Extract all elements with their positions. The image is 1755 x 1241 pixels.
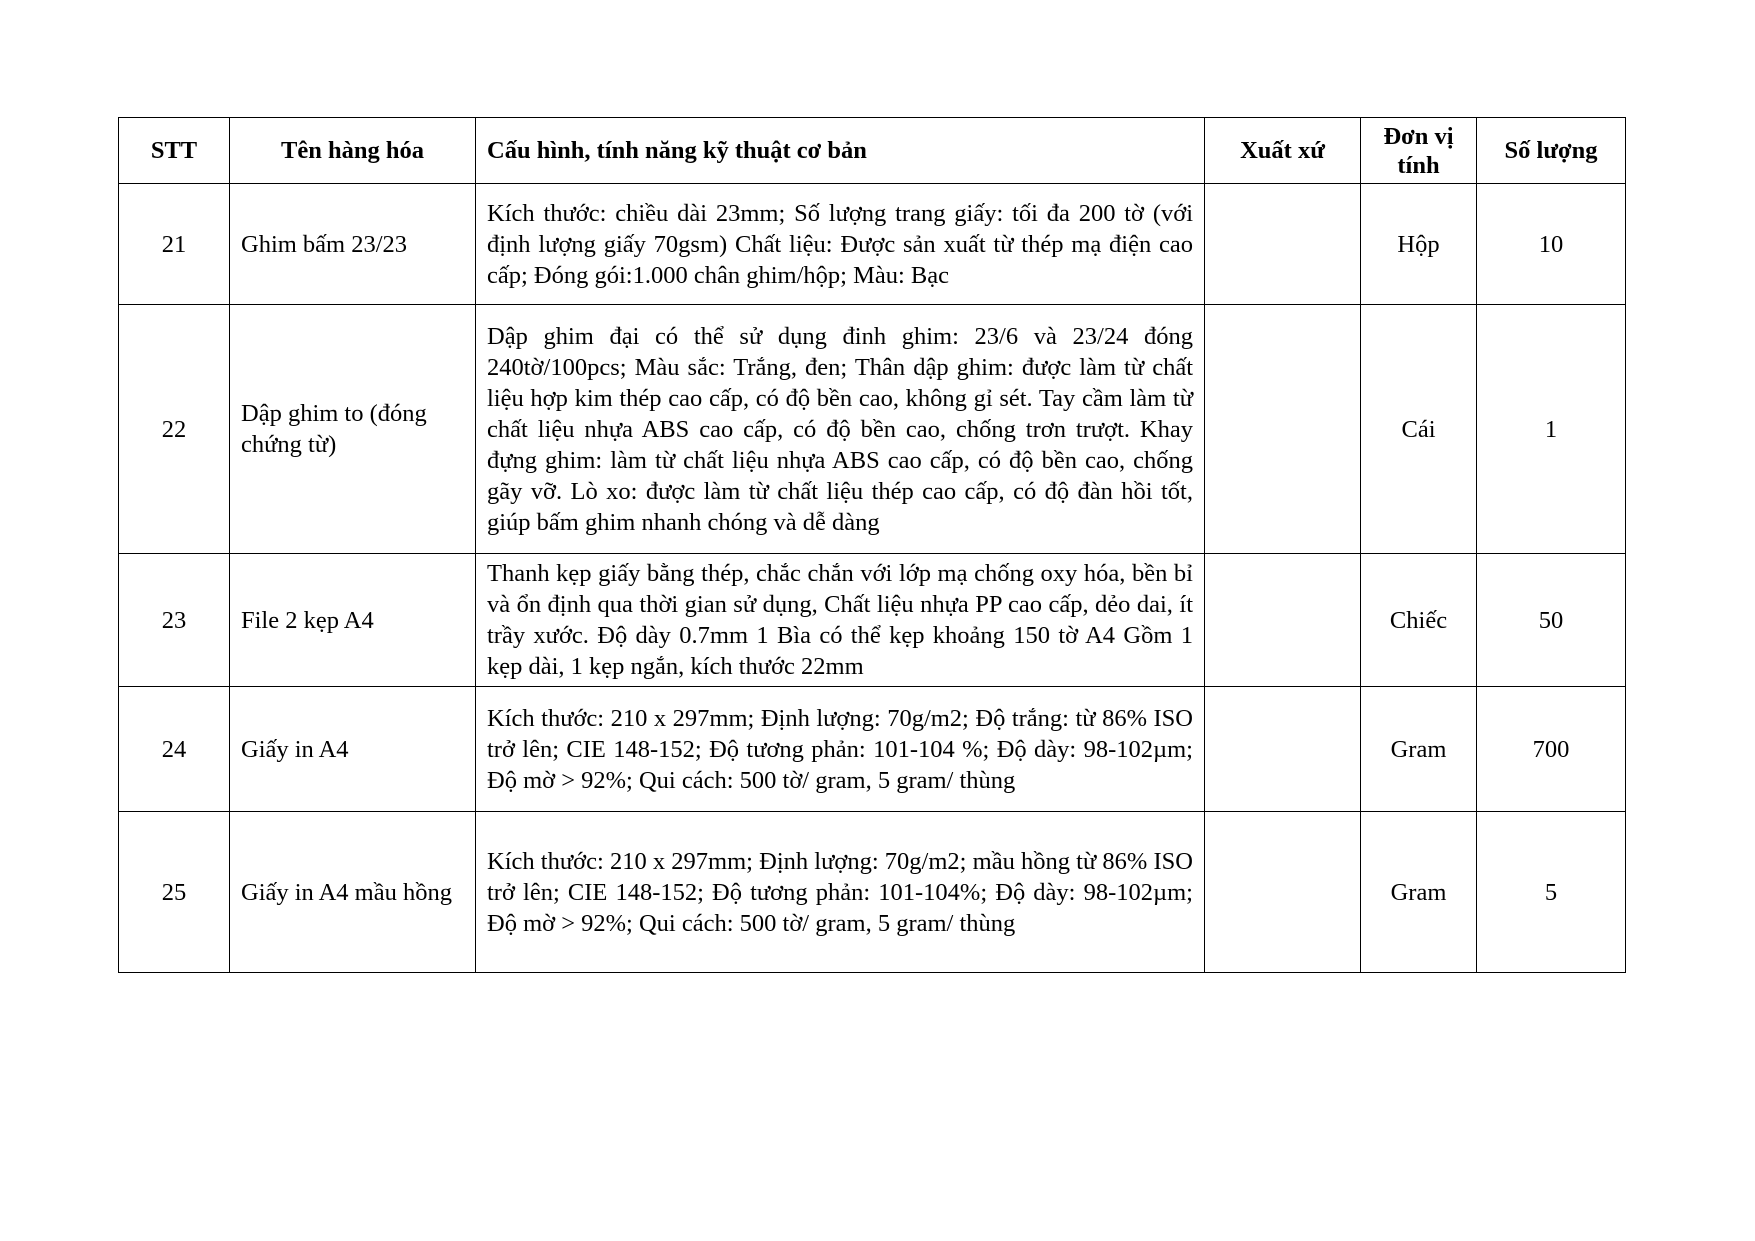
cell-unit: Hộp: [1361, 184, 1477, 305]
table-row: [119, 687, 1626, 812]
table-body: [119, 184, 1626, 973]
cell-name: Giấy in A4: [230, 687, 476, 812]
cell-name: Ghim bấm 23/23: [230, 184, 476, 305]
table-row: [119, 184, 1626, 305]
header-quantity: Số lượng: [1477, 118, 1626, 184]
goods-table: [118, 117, 1626, 973]
cell-stt: 24: [119, 687, 230, 812]
table-row: [119, 554, 1626, 687]
cell-unit: Cái: [1361, 305, 1477, 554]
header-origin: Xuất xứ: [1205, 118, 1361, 184]
cell-name: Dập ghim to (đóng chứng từ): [230, 305, 476, 554]
header-spec: Cấu hình, tính năng kỹ thuật cơ bản: [476, 118, 1205, 184]
cell-quantity: 50: [1477, 554, 1626, 687]
cell-name: File 2 kẹp A4: [230, 554, 476, 687]
cell-origin: [1205, 305, 1361, 554]
cell-quantity: 1: [1477, 305, 1626, 554]
header-unit: Đơn vị tính: [1361, 118, 1477, 184]
cell-origin: [1205, 554, 1361, 687]
cell-quantity: 700: [1477, 687, 1626, 812]
cell-unit: Gram: [1361, 812, 1477, 973]
cell-spec: Dập ghim đại có thể sử dụng đinh ghim: 23/6 và 23/24 đóng 240tờ/100pcs; Màu sắc: Trắng, đen; Thân dập ghim: được làm từ chất liệu hợp kim thép cao cấp, có độ bền cao, không gỉ sét. Tay cầm làm từ chất liệu nhựa ABS cao cấp, có độ bền cao, chống trơn trượt. Khay đựng ghim: làm từ chất liệu nhựa ABS cao cấp, có độ bền cao, chống gãy vỡ. Lò xo: được làm từ chất liệu thép cao cấp, có độ đàn hồi tốt, giúp bấm ghim nhanh chóng và dễ dàng: [476, 305, 1205, 554]
cell-origin: [1205, 687, 1361, 812]
cell-name: Giấy in A4 mầu hồng: [230, 812, 476, 973]
cell-spec: Thanh kẹp giấy bằng thép, chắc chắn với lớp mạ chống oxy hóa, bền bỉ và ổn định qua thời gian sử dụng, Chất liệu nhựa PP cao cấp, dẻo dai, ít trầy xước. Độ dày 0.7mm 1 Bìa có thể kẹp khoảng 150 tờ A4 Gồm 1 kẹp dài, 1 kẹp ngắn, kích thước 22mm: [476, 554, 1205, 687]
header-name: Tên hàng hóa: [230, 118, 476, 184]
header-row: [119, 118, 1626, 184]
cell-spec: Kích thước: 210 x 297mm; Định lượng: 70g/m2; mầu hồng từ 86% ISO trở lên; CIE 148-152; Độ tương phản: 101-104%; Độ dày: 98-102µm; Độ mờ > 92%; Qui cách: 500 tờ/ gram, 5 gram/ thùng: [476, 812, 1205, 973]
cell-quantity: 5: [1477, 812, 1626, 973]
cell-spec: Kích thước: 210 x 297mm; Định lượng: 70g/m2; Độ trắng: từ 86% ISO trở lên; CIE 148-152; Độ tương phản: 101-104 %; Độ dày: 98-102µm; Độ mờ > 92%; Qui cách: 500 tờ/ gram, 5 gram/ thùng: [476, 687, 1205, 812]
cell-unit: Chiếc: [1361, 554, 1477, 687]
cell-origin: [1205, 812, 1361, 973]
table-row: [119, 812, 1626, 973]
cell-stt: 25: [119, 812, 230, 973]
cell-spec: Kích thước: chiều dài 23mm; Số lượng trang giấy: tối đa 200 tờ (với định lượng giấy 70gsm) Chất liệu: Được sản xuất từ thép mạ điện cao cấp; Đóng gói:1.000 chân ghim/hộp; Màu: Bạc: [476, 184, 1205, 305]
cell-stt: 22: [119, 305, 230, 554]
header-stt: STT: [119, 118, 230, 184]
table-header: [119, 118, 1626, 184]
cell-unit: Gram: [1361, 687, 1477, 812]
cell-stt: 21: [119, 184, 230, 305]
cell-origin: [1205, 184, 1361, 305]
cell-quantity: 10: [1477, 184, 1626, 305]
cell-stt: 23: [119, 554, 230, 687]
table-row: [119, 305, 1626, 554]
